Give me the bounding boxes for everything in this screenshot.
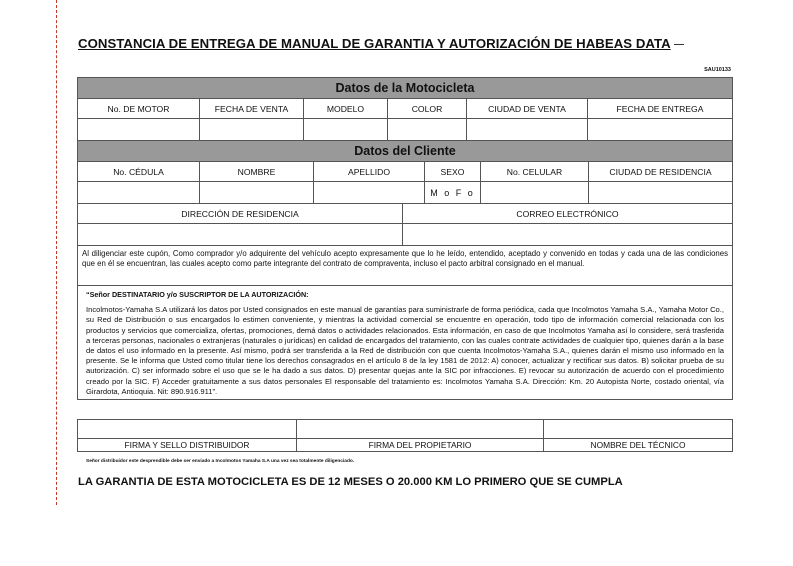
col-surname: APELLIDO <box>314 162 425 181</box>
col-name: NOMBRE <box>200 162 314 181</box>
residence-city-field[interactable] <box>589 182 732 203</box>
authorization-heading: “Señor DESTINATARIO y/o SUSCRIPTOR DE LA AUTORIZACIÓN: <box>86 290 309 299</box>
moto-section-heading: Datos de la Motocicleta <box>78 78 732 99</box>
technician-name-box[interactable] <box>544 420 732 451</box>
consent-text: Al diligenciar este cupón, Como comprador y/o adquirente del vehículo acepto expresamente que lo he leído, entendido, aceptado y convenido en todas y cada una de las condiciones que en él se encuentran, las cuales acepto como parte integrante del contrato de compraventa, incluso el pacto arbitral consignado en el manual. <box>78 246 732 286</box>
col-sale-city: CIUDAD DE VENTA <box>467 99 588 118</box>
col-cellphone: No. CELULAR <box>481 162 589 181</box>
surname-field[interactable] <box>314 182 425 203</box>
moto-input-row <box>78 119 732 141</box>
cellphone-field[interactable] <box>481 182 589 203</box>
owner-signature-box[interactable] <box>297 420 544 451</box>
sale-date-field[interactable] <box>200 119 304 140</box>
technician-name-label: NOMBRE DEL TÉCNICO <box>544 438 732 451</box>
col-address: DIRECCIÓN DE RESIDENCIA <box>78 204 403 223</box>
id-number-field[interactable] <box>78 182 200 203</box>
title-mark <box>674 44 684 45</box>
name-field[interactable] <box>200 182 314 203</box>
email-field[interactable] <box>403 224 732 245</box>
address-header-row <box>78 204 732 224</box>
guarantee-statement: LA GARANTIA DE ESTA MOTOCICLETA ES DE 12 MESES O 20.000 KM LO PRIMERO QUE SE CUMPLA <box>78 476 623 488</box>
col-id-number: No. CÉDULA <box>78 162 200 181</box>
moto-header-row <box>78 99 732 119</box>
color-field[interactable] <box>388 119 467 140</box>
distributor-signature-box[interactable] <box>78 420 297 451</box>
distributor-footnote: Señor distribuidor este desprendible debe ser enviado a Incolmotos Yamaha S.A una vez sea totalmente diligenciado. <box>86 459 355 464</box>
col-residence-city: CIUDAD DE RESIDENCIA <box>609 166 712 177</box>
owner-signature-label: FIRMA DEL PROPIETARIO <box>297 438 543 451</box>
sale-city-field[interactable] <box>467 119 588 140</box>
document-code: SAU10133 <box>704 67 731 73</box>
client-header-row <box>78 162 732 182</box>
signature-row <box>77 419 733 452</box>
page-title: CONSTANCIA DE ENTREGA DE MANUAL DE GARANTIA Y AUTORIZACIÓN DE HABEAS DATA <box>78 36 671 51</box>
col-color: COLOR <box>388 99 467 118</box>
address-input-row <box>78 224 732 246</box>
motor-number-field[interactable] <box>78 119 200 140</box>
col-model: MODELO <box>304 99 388 118</box>
client-input-row <box>78 182 732 204</box>
client-section-heading: Datos del Cliente <box>78 141 732 162</box>
authorization-body: Incolmotos-Yamaha S.A utilizará los datos por Usted consignados en este manual de garantías para suministrarle de forma periódica, cada que Incolmotos Yamaha S.A., Yamaha Motor Co., su Red de Distribución o sus encargados lo estimen conveniente, y mientras la actividad comercial se encuentre en operación, todo tipo de información comercial relacionada con los productos y servicios que comercializa, ofertas, promociones, demá datos o actividades relacionados. Esta información, en caso de que Incolmotos Yamaha así lo considere, será trasferida a terceras personas, nacionales o extranjeras (naturales o jurídicas) en calidad de encargados del tratamiento, con las cuales contrate actividades de cualquier tipo, quienes darán a la base de datos el uso informado en la presente. Así mismo, podrá ser transferida a la Red de distribución con que cuenta Incolmotos-Yamaha S.A., quienes darán el mismo uso informado en la presente. Se le informa que Usted como titular tiene los derechos consagrados en el artículo 8 de la ley 1581 de 2012: A) conocer, actualizar y rectificar sus datos. B) solicitar prueba de su autorización. C) ser informado sobre el uso que se le ha dado a sus datos. D) presentar quejas ante la SIC por infracciones. E) revocar su autorización de acuerdo con el procedimiento creado por la SIC. F) Acceder gratuitamente a sus datos personales El responsable del tratamiento es: Incolmotos Yamaha S.A. Dirección: Km. 20 Autopista Norte, costado oriental, vía Girardota, Antioquia. Nit: 890.916.911”. <box>86 305 724 396</box>
model-field[interactable] <box>304 119 388 140</box>
col-email: CORREO ELECTRÓNICO <box>516 208 619 219</box>
cut-line <box>56 0 57 505</box>
col-sex: SEXO <box>425 162 481 181</box>
delivery-form <box>77 77 733 400</box>
data-authorization <box>78 286 732 399</box>
col-motor-number: No. DE MOTOR <box>78 99 200 118</box>
sex-options[interactable]: M o F o <box>425 182 481 203</box>
delivery-date-field[interactable] <box>588 119 732 140</box>
address-field[interactable] <box>78 224 403 245</box>
distributor-signature-label: FIRMA Y SELLO DISTRIBUIDOR <box>78 438 296 451</box>
col-sale-date: FECHA DE VENTA <box>200 99 304 118</box>
col-delivery-date: FECHA DE ENTREGA <box>616 103 704 114</box>
